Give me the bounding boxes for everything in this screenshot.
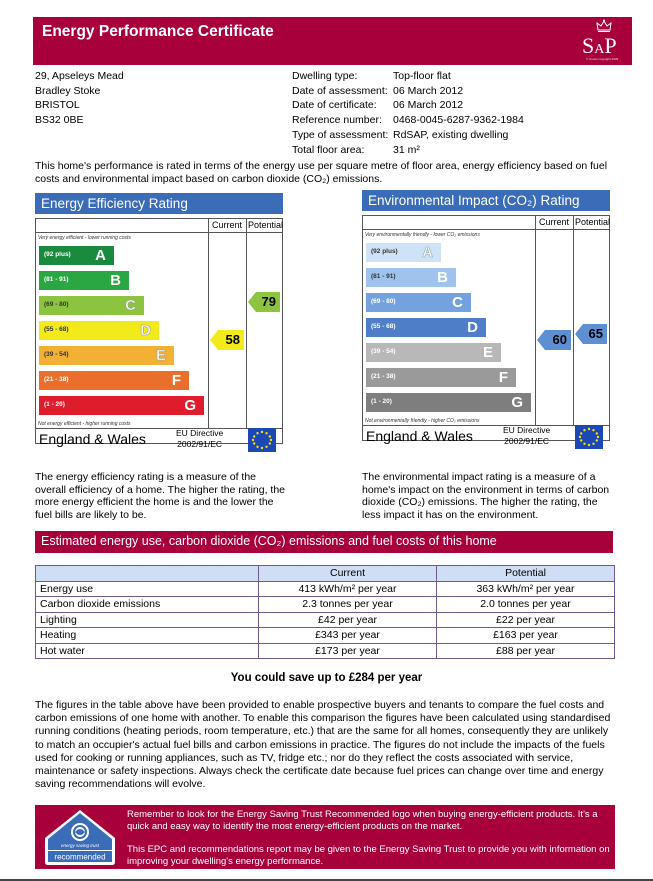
row-label: Hot water [36, 643, 259, 659]
rating-band-g [39, 396, 204, 415]
rating-footer [36, 428, 282, 449]
current-value: £343 per year [259, 628, 437, 644]
current-header: Current [212, 220, 243, 230]
table-row [36, 643, 615, 659]
rating-band-b [39, 271, 129, 290]
band-range: (39 - 54) [44, 351, 69, 358]
bottom-note: Not environmentally friendly - higher CO₂ emissions [365, 418, 480, 424]
current-value: 413 kWh/m² per year [259, 581, 437, 597]
eu-flag-icon [575, 425, 603, 449]
country-label: England & Wales [39, 431, 146, 447]
energy-efficiency-rating [35, 193, 284, 449]
current-rating-arrow [537, 330, 571, 350]
band-range: (1 - 20) [44, 401, 65, 408]
epc-sharing-text: This EPC and recommendations report may be given to the Energy Saving Trust to provide you with information on improving your dwelling's energy performance. [127, 844, 610, 867]
directive-line: 2002/91/EC [177, 439, 223, 449]
potential-rating-value: 65 [588, 326, 603, 341]
band-letter: G [184, 397, 196, 414]
rating-band-c [366, 293, 471, 312]
rating-band-c [39, 296, 144, 315]
rating-band-d [39, 321, 159, 340]
current-header: Current [539, 217, 570, 227]
detail-value: Top-floor flat [393, 70, 451, 82]
current-value: £42 per year [259, 612, 437, 628]
row-label: Energy use [36, 581, 259, 597]
detail-label: Date of assessment: [292, 84, 388, 97]
detail-label: Dwelling type: [292, 70, 358, 82]
detail-row [292, 69, 524, 84]
top-note: Very energy efficient - lower running costs [38, 235, 131, 241]
page-title: Energy Performance Certificate [42, 23, 274, 40]
country-label: England & Wales [366, 428, 473, 444]
sap-logo [576, 17, 632, 65]
row-label: Lighting [36, 612, 259, 628]
eu-directive [503, 425, 550, 447]
band-letter: A [422, 244, 433, 261]
potential-rating-arrow [248, 292, 280, 312]
band-range: (81 - 91) [371, 273, 396, 280]
band-range: (21 - 38) [371, 373, 396, 380]
band-letter: C [125, 297, 136, 314]
band-letter: E [155, 347, 166, 364]
detail-row [292, 128, 524, 143]
rating-chart [362, 215, 611, 446]
table-row [36, 612, 615, 628]
rating-band-a [39, 246, 114, 265]
rating-footer [363, 425, 609, 446]
directive-line: EU Directive [176, 428, 224, 438]
band-letter: A [95, 247, 106, 264]
savings-statement: You could save up to £284 per year [230, 672, 423, 684]
detail-row [292, 98, 524, 113]
crown-icon [596, 19, 612, 33]
detail-value: 06 March 2012 [393, 84, 464, 97]
band-range: (1 - 20) [371, 398, 392, 405]
detail-label: Type of assessment: [292, 128, 389, 141]
band-range: (39 - 54) [371, 348, 396, 355]
detail-label: Date of certificate: [292, 99, 377, 112]
rating-title: Energy Efficiency Rating [35, 193, 283, 214]
column-header [36, 566, 259, 582]
band-range: (92 plus) [44, 251, 71, 258]
rating-band-f [366, 368, 516, 387]
band-letter: E [482, 344, 493, 361]
row-label: Heating [36, 628, 259, 644]
detail-row [292, 143, 524, 158]
detail-value: 06 March 2012 [393, 99, 464, 112]
band-letter: D [140, 322, 151, 339]
band-range: (21 - 38) [44, 376, 69, 383]
band-range: (69 - 80) [371, 298, 396, 305]
column-header: Potential [437, 566, 615, 582]
eu-directive [176, 428, 223, 450]
current-value: £173 per year [259, 643, 437, 659]
environmental-impact-rating [362, 190, 611, 446]
certificate-header [33, 17, 609, 65]
directive-line: 2002/91/EC [504, 436, 550, 446]
estimates-section-title: Estimated energy use, carbon dioxide (CO₂) emissions and fuel costs of this home [35, 531, 613, 553]
table-header-row [36, 566, 615, 582]
potential-value: £88 per year [437, 643, 615, 659]
environmental-rating-description: The environmental impact rating is a measure of a home's impact on the environment in terms of carbon dioxide (CO₂) emissions. The higher the rating, the less impact it has on the environment. [362, 471, 610, 521]
top-note: Very environmentally friendly - lower CO₂ emissions [365, 232, 480, 238]
potential-value: £22 per year [437, 612, 615, 628]
energy-saving-trust-banner [35, 805, 615, 869]
table-row [36, 628, 615, 644]
rating-band-g [366, 393, 531, 412]
energy-rating-description: The energy efficiency rating is a measure of the overall efficiency of a home. The higher the rating, the more energy efficient the home is and the lower the fuel bills are likely to be. [35, 471, 286, 521]
address-line: BS32 0BE [35, 113, 84, 126]
band-letter: C [452, 294, 463, 311]
sap-logo-text: SAP [582, 33, 617, 58]
address-line: 29, Apseleys Mead [35, 70, 124, 82]
address-line: BRISTOL [35, 99, 80, 111]
band-range: (55 - 68) [44, 326, 69, 333]
column-header: Current [259, 566, 437, 582]
row-label: Carbon dioxide emissions [36, 597, 259, 613]
potential-column [573, 216, 609, 425]
potential-header: Potential [575, 217, 611, 227]
eu-flag-icon [248, 428, 276, 452]
svg-text:energy saving trust: energy saving trust [60, 843, 100, 848]
rating-band-f [39, 371, 189, 390]
current-rating-arrow [210, 330, 244, 350]
estimates-table [35, 565, 615, 659]
band-letter: F [498, 369, 508, 386]
band-range: (69 - 80) [44, 301, 69, 308]
potential-value: £163 per year [437, 628, 615, 644]
address-line: Bradley Stoke [35, 84, 101, 97]
detail-value: 31 m² [393, 143, 420, 156]
detail-row [292, 113, 524, 128]
band-range: (55 - 68) [371, 323, 396, 330]
detail-value: RdSAP, existing dwelling [393, 128, 509, 141]
bottom-note: Not energy efficient - higher running costs [38, 421, 131, 427]
potential-rating-value: 79 [261, 294, 276, 309]
recommended-logo-text: Remember to look for the Energy Saving Trust Recommended logo when buying energy-efficient products. It's a quick and easy way to identify the most energy-efficient products on the market. [127, 809, 598, 832]
band-letter: D [467, 319, 478, 336]
potential-rating-arrow [575, 324, 607, 344]
rating-title: Environmental Impact (CO₂) Rating [362, 190, 610, 211]
band-range: (92 plus) [371, 248, 398, 255]
band-range: (81 - 91) [44, 276, 69, 283]
energy-saving-trust-logo-icon [41, 808, 119, 866]
current-rating-value: 58 [225, 332, 240, 347]
rating-band-b [366, 268, 456, 287]
band-letter: B [437, 269, 448, 286]
current-rating-value: 60 [552, 332, 567, 347]
rating-band-e [39, 346, 174, 365]
rating-band-d [366, 318, 486, 337]
potential-value: 2.0 tonnes per year [437, 597, 615, 613]
estimates-explanation: The figures in the table above have been provided to enable prospective buyers and tenants to compare the fuel costs and carbon emissions of one home with another. To enable this comparison the figures have been calculated using standardised running conditions (heating periods, room temperature, etc.) that are the same for all homes, consequently they are unlikely to match an occupier's actual fuel bills and carbon emissions in practice. The figures do not include the impacts of the fuels used for cooking or running appliances, such as TV, fridge etc.; nor do they reflect the costs associated with service, maintenance or safety inspections. Always check the certificate date because fuel prices can change over time and energy saving recommendations will evolve. [35, 699, 611, 791]
directive-line: EU Directive [503, 425, 551, 435]
current-value: 2.3 tonnes per year [259, 597, 437, 613]
potential-value: 363 kWh/m² per year [437, 581, 615, 597]
sap-copyright: © Crown copyright 2009 [586, 57, 619, 61]
rating-band-e [366, 343, 501, 362]
current-column [535, 216, 573, 425]
detail-label: Total floor area: [292, 143, 365, 156]
band-letter: G [511, 394, 523, 411]
property-address [35, 69, 124, 127]
rating-band-a [366, 243, 441, 262]
band-letter: B [110, 272, 121, 289]
potential-column [246, 219, 282, 428]
rating-chart [35, 218, 284, 449]
table-row [36, 597, 615, 613]
detail-label: Reference number: [292, 114, 382, 127]
svg-text:recommended: recommended [54, 852, 106, 862]
current-column [208, 219, 246, 428]
band-letter: F [171, 372, 181, 389]
detail-value: 0468-0045-6287-9362-1984 [393, 114, 524, 127]
detail-row [292, 84, 524, 99]
table-row [36, 581, 615, 597]
intro-text: This home's performance is rated in terms of the energy use per square metre of floor area, energy efficiency based on fuel costs and environmental impact based on carbon dioxide (CO₂) emissions. [35, 160, 608, 185]
potential-header: Potential [248, 220, 284, 230]
dwelling-details [292, 69, 524, 157]
